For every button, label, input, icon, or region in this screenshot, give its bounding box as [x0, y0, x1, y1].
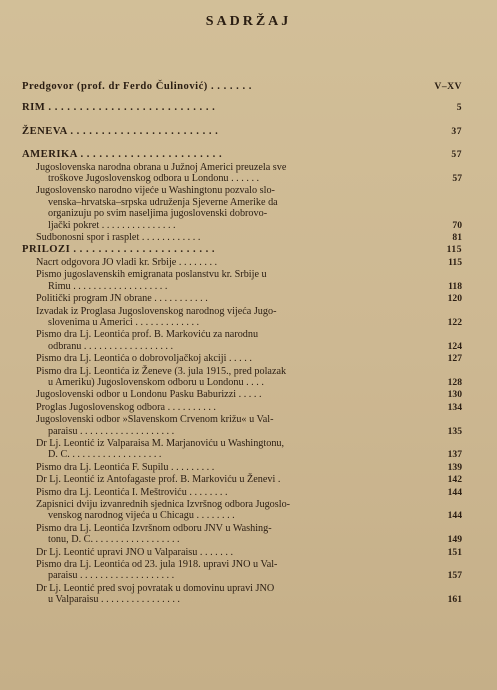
toc-section: [22, 126, 462, 137]
toc-entry: [22, 547, 462, 558]
toc-entry-text: Dr Lj. Leontić iz Valparaisa M. Marjanoviću u Washingtonu,: [36, 437, 285, 449]
toc-entry: [22, 414, 462, 437]
toc-entry: [22, 366, 462, 389]
toc-entry-text: ljački pokret . . . . . . . . . . . . . . .: [48, 219, 176, 231]
toc-page-number: 122: [447, 316, 462, 328]
page-title: SADRŽAJ: [205, 14, 292, 29]
toc-entry: [22, 389, 462, 400]
table-of-contents: [22, 80, 462, 606]
toc-page-number: V–XV: [434, 81, 462, 92]
toc-entry-text: slovenima u Americi . . . . . . . . . . . . .: [48, 316, 200, 328]
toc-page-number: 139: [447, 461, 462, 473]
toc-entry-text: Proglas Jugoslovenskog odbora . . . . . . . . . .: [36, 401, 216, 413]
toc-section: [22, 149, 462, 160]
toc-page-number: 135: [447, 425, 462, 437]
toc-page-number: 144: [447, 510, 462, 522]
toc-entry-text: u Ameriku) Jugoslovenskom odboru u Londonu . . . .: [48, 376, 264, 388]
toc-page-number: 137: [447, 449, 462, 461]
toc-entry: [22, 306, 462, 329]
toc-entry-text: Izvadak iz Proglasa Jugoslovenskog narodnog vijeća Jugo-: [36, 305, 277, 317]
toc-entry-text: Jugoslovenski odbor »Slavenskom Crvenom križu« u Val-: [36, 414, 274, 426]
toc-entry: [22, 257, 462, 268]
toc-entry: [22, 523, 462, 546]
toc-page-number: 115: [448, 256, 462, 268]
toc-section: [22, 102, 462, 113]
toc-page-number: 149: [447, 534, 462, 546]
toc-page-number: 128: [447, 376, 462, 388]
toc-entry: [22, 269, 462, 292]
toc-page-number: 151: [447, 546, 462, 558]
toc-entry-text: Pismo dra Lj. Leontića I. Meštroviću . . . . . . . .: [36, 486, 228, 498]
toc-entry-text: Pismo dra Lj. Leontića o dobrovoljačkoj akciji . . . . .: [36, 353, 252, 365]
toc-entry-text: Dr Lj. Leontić iz Antofagaste prof. B. Markoviću u Ženevi .: [36, 474, 281, 486]
toc-page-number: 115: [446, 244, 462, 256]
toc-entry-text: Rimu . . . . . . . . . . . . . . . . . . .: [48, 280, 168, 292]
toc-entry-text: Pismo dra Lj. Leontića iz Ženeve (3. jula 1915., pred polazak: [36, 365, 287, 377]
toc-entry: [22, 185, 462, 231]
toc-page-number: 70: [452, 219, 462, 231]
toc-page-number: 81: [452, 232, 462, 244]
toc-entry-text: Zapisnici dviju izvanrednih sjednica Izvršnog odbora Jugoslo-: [36, 499, 291, 510]
toc-entry: [22, 329, 462, 352]
toc-entry-text: paraisu . . . . . . . . . . . . . . . . . . .: [48, 570, 175, 582]
toc-entry-text: Jugoslovenski odbor u Londonu Pasku Baburizzi . . . . .: [36, 389, 262, 401]
toc-section: [22, 81, 462, 92]
toc-entry: [22, 402, 462, 413]
toc-entry: [22, 462, 462, 473]
toc-page-number: 130: [447, 389, 462, 401]
toc-entry-text: Pismo jugoslavenskih emigranata poslanstvu kr. Srbije u: [36, 269, 267, 281]
toc-page-number: 118: [448, 280, 462, 292]
toc-page-number: 5: [456, 102, 462, 114]
toc-entry-text: Predgovor (prof. dr Ferdo Čulinović) . . . . . . .: [22, 81, 252, 92]
toc-page-number: 57: [452, 173, 462, 185]
toc-page-number: 142: [447, 474, 462, 486]
toc-entry-text: RIM . . . . . . . . . . . . . . . . . . . . . . . . . . .: [22, 102, 216, 114]
toc-entry: [22, 438, 462, 461]
toc-entry-text: Dr Lj. Leontić pred svoj povratak u domovinu upravi JNO: [36, 582, 275, 594]
toc-entry-text: AMERIKA . . . . . . . . . . . . . . . . . . . . . . .: [22, 149, 223, 161]
toc-entry-text: venskog narodnog vijeća u Chicagu . . . . . . . .: [48, 510, 235, 522]
toc-entry-text: Jugoslovenska narodna obrana u Južnoj Americi preuzela sve: [36, 161, 287, 173]
toc-entry-text: Dr Lj. Leontić upravi JNO u Valparaisu . . . . . . .: [36, 546, 234, 558]
toc-entry: [22, 487, 462, 498]
toc-section: [22, 244, 462, 255]
toc-entry-text: u Valparaisu . . . . . . . . . . . . . . . .: [48, 594, 180, 606]
toc-entry: [22, 559, 462, 582]
toc-entry-text: Sudbonosni spor i rasplet . . . . . . . . . . . .: [36, 232, 201, 244]
toc-entry-text: organizuju po svim naseljima jugoslovenski dobrovo-: [48, 208, 268, 220]
toc-entry-text: Pismo dra Lj. Leontića prof. B. Markoviću za narodnu: [36, 329, 259, 341]
toc-page-number: 37: [451, 125, 462, 137]
toc-entry-text: paraisu . . . . . . . . . . . . . . . . . . .: [48, 425, 175, 437]
toc-entry-text: venska–hrvatska–srpska udruženja Sjeverne Amerike da: [48, 196, 278, 208]
toc-entry: [22, 499, 462, 522]
toc-entry-text: Pismo dra Lj. Leontića od 23. jula 1918. upravi JNO u Val-: [36, 559, 278, 571]
toc-page-number: 134: [447, 401, 462, 413]
toc-entry: [22, 353, 462, 364]
toc-entry-text: D. C. . . . . . . . . . . . . . . . . . .: [48, 449, 162, 461]
toc-entry: [22, 162, 462, 185]
toc-page-number: 127: [447, 353, 462, 365]
toc-page-number: 120: [447, 293, 462, 305]
toc-entry-text: PRILOZI . . . . . . . . . . . . . . . . . . . . . . .: [22, 244, 216, 256]
toc-entry: [22, 232, 462, 243]
toc-entry-text: tonu, D. C. . . . . . . . . . . . . . . . . .: [48, 534, 180, 546]
toc-entry-text: Nacrt odgovora JO vladi kr. Srbije . . . . . . . .: [36, 256, 218, 268]
toc-entry-text: Politički program JN obrane . . . . . . . . . . .: [36, 293, 208, 305]
toc-page-number: 144: [447, 486, 462, 498]
toc-entry: [22, 293, 462, 304]
toc-page-number: 57: [451, 149, 462, 161]
toc-entry-text: odbranu . . . . . . . . . . . . . . . . . .: [48, 340, 174, 352]
toc-entry-text: troškove Jugoslovenskog odbora u Londonu . . . . . .: [48, 173, 260, 185]
toc-entry-text: Jugoslovensko narodno vijeće u Washingtonu pozvalo slo-: [36, 185, 275, 197]
toc-entry: [22, 474, 462, 485]
toc-entry: [22, 583, 462, 606]
toc-entry-text: Pismo dra Lj. Leontića F. Supilu . . . . . . . . .: [36, 461, 215, 473]
toc-entry-text: Pismo dra Lj. Leontića Izvršnom odboru JNV u Washing-: [36, 522, 272, 534]
toc-page-number: 157: [447, 570, 462, 582]
toc-entry-text: ŽENEVA . . . . . . . . . . . . . . . . . . . . . . . .: [22, 125, 219, 137]
toc-page-number: 161: [447, 594, 462, 606]
toc-page-number: 124: [447, 340, 462, 352]
